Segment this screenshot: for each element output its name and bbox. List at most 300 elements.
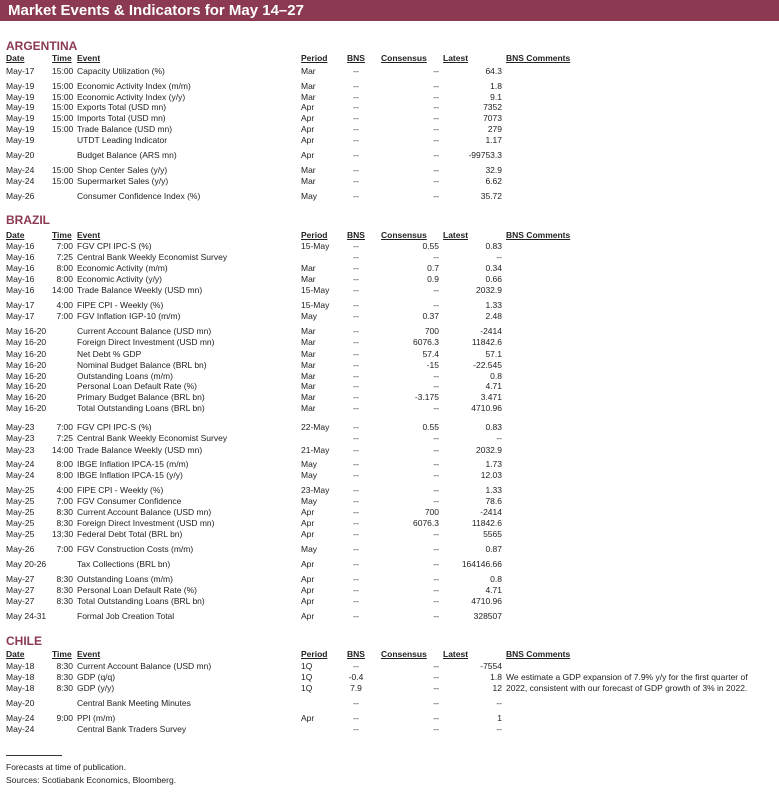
- cell-period: Mar: [301, 92, 316, 102]
- cell-time: 8:00: [56, 470, 73, 480]
- cell-date: May 16-20: [6, 381, 47, 391]
- header-period: Period: [301, 649, 328, 659]
- cell-latest: 0.83: [485, 422, 502, 432]
- table-row: [0, 433, 779, 444]
- cell-period: Apr: [301, 518, 315, 528]
- cell-period: Mar: [301, 371, 316, 381]
- cell-latest: --: [496, 698, 502, 708]
- cell-cons: --: [433, 485, 439, 495]
- cell-latest: 12.03: [480, 470, 502, 480]
- cell-date: May-24: [6, 459, 35, 469]
- cell-bns: --: [353, 165, 359, 175]
- cell-bns: --: [353, 263, 359, 273]
- cell-event: Current Account Balance (USD mn): [77, 661, 212, 671]
- cell-bns: --: [353, 150, 359, 160]
- cell-period: 15-May: [301, 285, 330, 295]
- cell-event: Formal Job Creation Total: [77, 611, 175, 621]
- header-comments: BNS Comments: [506, 649, 571, 659]
- cell-event: FGV Consumer Confidence: [77, 496, 182, 506]
- cell-time: 15:00: [52, 176, 74, 186]
- cell-time: 8:30: [56, 683, 73, 693]
- cell-cons: --: [433, 459, 439, 469]
- cell-event: Outstanding Loans (m/m): [77, 574, 173, 584]
- cell-time: 7:25: [56, 252, 73, 262]
- table-row: [0, 165, 779, 176]
- cell-date: May-27: [6, 574, 35, 584]
- cell-latest: 35.72: [480, 191, 502, 201]
- cell-date: May-24: [6, 165, 35, 175]
- cell-date: May-19: [6, 113, 35, 123]
- table-row: [0, 518, 779, 529]
- cell-event: Current Account Balance (USD mn): [77, 507, 212, 517]
- cell-cons: --: [433, 285, 439, 295]
- cell-latest: 4710.96: [471, 596, 502, 606]
- cell-cons: --: [433, 81, 439, 91]
- cell-event: FIPE CPI - Weekly (%): [77, 485, 164, 495]
- cell-latest: 6.62: [485, 176, 502, 186]
- table-row: [0, 698, 779, 709]
- cell-cons: --: [433, 559, 439, 569]
- cell-date: May 16-20: [6, 349, 47, 359]
- table-row: [0, 596, 779, 607]
- cell-date: May-25: [6, 507, 35, 517]
- table-row: [0, 360, 779, 371]
- cell-period: Apr: [301, 713, 315, 723]
- cell-event: Net Debt % GDP: [77, 349, 142, 359]
- cell-period: May: [301, 470, 318, 480]
- cell-bns: --: [353, 102, 359, 112]
- cell-event: Current Account Balance (USD mn): [77, 326, 212, 336]
- header-date: Date: [6, 230, 25, 240]
- header-event: Event: [77, 53, 101, 63]
- cell-bns: --: [353, 574, 359, 584]
- cell-bns: --: [353, 113, 359, 123]
- cell-time: 8:30: [56, 596, 73, 606]
- cell-cons: --: [433, 191, 439, 201]
- cell-cons: 700: [424, 326, 439, 336]
- cell-cons: 57.4: [422, 349, 439, 359]
- cell-event: Trade Balance (USD mn): [77, 124, 173, 134]
- table-row: [0, 496, 779, 507]
- cell-cons: --: [433, 124, 439, 134]
- cell-cons: --: [433, 470, 439, 480]
- cell-date: May-24: [6, 724, 35, 734]
- cell-period: Apr: [301, 102, 315, 112]
- section-title: BRAZIL: [6, 213, 50, 227]
- cell-cons: -3.175: [414, 392, 439, 402]
- cell-bns: --: [353, 326, 359, 336]
- table-row: [0, 300, 779, 311]
- cell-bns: --: [353, 92, 359, 102]
- header-latest: Latest: [443, 53, 469, 63]
- cell-bns: --: [353, 371, 359, 381]
- cell-period: 1Q: [301, 672, 313, 682]
- cell-date: May-19: [6, 102, 35, 112]
- table-row: [0, 459, 779, 470]
- cell-event: FGV CPI IPC-S (%): [77, 241, 152, 251]
- cell-time: 8:00: [56, 274, 73, 284]
- cell-bns: --: [353, 713, 359, 723]
- cell-cons: --: [433, 661, 439, 671]
- cell-date: May-16: [6, 274, 35, 284]
- cell-event: FIPE CPI - Weekly (%): [77, 300, 164, 310]
- cell-bns: --: [353, 496, 359, 506]
- cell-bns: --: [353, 433, 359, 443]
- cell-bns: -0.4: [348, 672, 364, 682]
- cell-bns: --: [353, 596, 359, 606]
- cell-period: Mar: [301, 349, 316, 359]
- cell-time: 7:25: [56, 433, 73, 443]
- cell-cons: --: [433, 403, 439, 413]
- cell-bns: --: [353, 518, 359, 528]
- table-row: [0, 311, 779, 322]
- cell-period: Mar: [301, 165, 316, 175]
- cell-cons: --: [433, 529, 439, 539]
- cell-latest: 78.6: [485, 496, 502, 506]
- cell-cons: --: [433, 672, 439, 682]
- cell-latest: 1: [497, 713, 502, 723]
- cell-bns: --: [353, 392, 359, 402]
- cell-latest: 1.33: [485, 300, 502, 310]
- cell-bns: --: [353, 274, 359, 284]
- cell-latest: 0.83: [485, 241, 502, 251]
- cell-period: Apr: [301, 113, 315, 123]
- cell-bns: --: [353, 470, 359, 480]
- cell-period: 1Q: [301, 683, 313, 693]
- header-time: Time: [52, 230, 72, 240]
- cell-period: May: [301, 544, 318, 554]
- cell-cons: --: [433, 724, 439, 734]
- cell-event: Budget Balance (ARS mn): [77, 150, 177, 160]
- cell-date: May-27: [6, 585, 35, 595]
- cell-period: May: [301, 496, 318, 506]
- cell-comment: 2022, consistent with our forecast of GDP growth of 3% in 2022.: [506, 683, 748, 693]
- cell-latest: 3.471: [480, 392, 502, 402]
- table-row: [0, 422, 779, 433]
- header-time: Time: [52, 649, 72, 659]
- cell-event: FGV Construction Costs (m/m): [77, 544, 194, 554]
- cell-latest: 4.71: [485, 381, 502, 391]
- cell-latest: 7352: [483, 102, 502, 112]
- cell-event: Exports Total (USD mn): [77, 102, 167, 112]
- cell-cons: 6076.3: [413, 518, 439, 528]
- table-row: [0, 150, 779, 161]
- cell-period: Mar: [301, 381, 316, 391]
- cell-bns: --: [353, 585, 359, 595]
- cell-latest: 1.8: [490, 672, 502, 682]
- page-title: Market Events & Indicators for May 14–27: [0, 0, 779, 21]
- header-time: Time: [52, 53, 72, 63]
- cell-date: May-17: [6, 311, 35, 321]
- cell-date: May-17: [6, 66, 35, 76]
- cell-latest: 164146.66: [461, 559, 502, 569]
- cell-time: 8:00: [56, 263, 73, 273]
- cell-date: May-27: [6, 596, 35, 606]
- cell-time: 13:30: [52, 529, 74, 539]
- cell-cons: --: [433, 176, 439, 186]
- cell-time: 8:30: [56, 661, 73, 671]
- cell-time: 9:00: [56, 713, 73, 723]
- cell-period: Apr: [301, 507, 315, 517]
- table-row: [0, 252, 779, 263]
- cell-bns: --: [353, 337, 359, 347]
- cell-time: 15:00: [52, 92, 74, 102]
- table-row: [0, 285, 779, 296]
- header-latest: Latest: [443, 649, 469, 659]
- cell-date: May-16: [6, 241, 35, 251]
- cell-latest: 1.8: [490, 81, 502, 91]
- cell-period: Apr: [301, 574, 315, 584]
- cell-latest: -99753.3: [468, 150, 502, 160]
- cell-latest: 2032.9: [476, 285, 502, 295]
- table-row: [0, 485, 779, 496]
- cell-latest: 279: [487, 124, 502, 134]
- table-row: [0, 574, 779, 585]
- cell-time: 4:00: [56, 300, 73, 310]
- cell-period: 15-May: [301, 241, 330, 251]
- cell-latest: 7073: [483, 113, 502, 123]
- cell-cons: 0.55: [422, 241, 439, 251]
- cell-period: 15-May: [301, 300, 330, 310]
- table-row: [0, 559, 779, 570]
- table-row: [0, 191, 779, 202]
- cell-period: 23-May: [301, 485, 330, 495]
- cell-date: May-24: [6, 713, 35, 723]
- cell-latest: -2414: [480, 507, 502, 517]
- cell-date: May 20-26: [6, 559, 47, 569]
- table-row: [0, 445, 779, 456]
- cell-event: Federal Debt Total (BRL bn): [77, 529, 183, 539]
- footnote-sources: Sources: Scotiabank Economics, Bloomberg.: [6, 775, 177, 785]
- cell-latest: 32.9: [485, 165, 502, 175]
- table-row: [0, 113, 779, 124]
- cell-cons: --: [433, 544, 439, 554]
- table-row: [0, 724, 779, 735]
- cell-cons: --: [433, 611, 439, 621]
- cell-cons: 0.37: [422, 311, 439, 321]
- cell-date: May 16-20: [6, 337, 47, 347]
- cell-event: FGV CPI IPC-S (%): [77, 422, 152, 432]
- cell-date: May-18: [6, 683, 35, 693]
- cell-bns: --: [353, 485, 359, 495]
- header-comments: BNS Comments: [506, 53, 571, 63]
- cell-time: 8:30: [56, 672, 73, 682]
- cell-cons: --: [433, 445, 439, 455]
- header-consensus: Consensus: [381, 649, 427, 659]
- cell-time: 14:00: [52, 285, 74, 295]
- cell-event: Shop Center Sales (y/y): [77, 165, 168, 175]
- cell-latest: 2032.9: [476, 445, 502, 455]
- table-row: [0, 274, 779, 285]
- cell-bns: --: [353, 66, 359, 76]
- cell-latest: --: [496, 724, 502, 734]
- cell-date: May-16: [6, 263, 35, 273]
- cell-event: Economic Activity (y/y): [77, 274, 163, 284]
- cell-event: Outstanding Loans (m/m): [77, 371, 173, 381]
- cell-date: May 16-20: [6, 403, 47, 413]
- cell-cons: --: [433, 585, 439, 595]
- cell-date: May-23: [6, 433, 35, 443]
- cell-latest: --: [496, 252, 502, 262]
- cell-date: May-18: [6, 661, 35, 671]
- cell-latest: 9.1: [490, 92, 502, 102]
- cell-period: Apr: [301, 585, 315, 595]
- cell-latest: -7554: [480, 661, 502, 671]
- cell-date: May 24-31: [6, 611, 47, 621]
- table-row: [0, 713, 779, 724]
- header-bns: BNS: [347, 53, 365, 63]
- table-header: [0, 53, 779, 64]
- cell-time: 7:00: [56, 311, 73, 321]
- table-row: [0, 544, 779, 555]
- cell-period: Mar: [301, 176, 316, 186]
- cell-latest: 12: [492, 683, 502, 693]
- header-consensus: Consensus: [381, 53, 427, 63]
- cell-event: Foreign Direct Investment (USD mn): [77, 518, 215, 528]
- cell-event: Central Bank Weekly Economist Survey: [77, 252, 228, 262]
- header-bns: BNS: [347, 230, 365, 240]
- table-row: [0, 263, 779, 274]
- cell-period: 1Q: [301, 661, 313, 671]
- cell-cons: --: [433, 135, 439, 145]
- cell-latest: 57.1: [485, 349, 502, 359]
- cell-latest: 0.66: [485, 274, 502, 284]
- cell-event: Tax Collections (BRL bn): [77, 559, 171, 569]
- cell-latest: 0.34: [485, 263, 502, 273]
- cell-latest: --: [496, 433, 502, 443]
- header-latest: Latest: [443, 230, 469, 240]
- cell-period: Mar: [301, 66, 316, 76]
- cell-period: Mar: [301, 392, 316, 402]
- cell-period: Mar: [301, 274, 316, 284]
- cell-period: Mar: [301, 326, 316, 336]
- table-row: [0, 241, 779, 252]
- cell-event: Foreign Direct Investment (USD mn): [77, 337, 215, 347]
- cell-event: Consumer Confidence Index (%): [77, 191, 201, 201]
- header-bns: BNS: [347, 649, 365, 659]
- cell-latest: 1.17: [485, 135, 502, 145]
- cell-latest: 0.8: [490, 574, 502, 584]
- cell-bns: --: [353, 241, 359, 251]
- cell-event: Imports Total (USD mn): [77, 113, 166, 123]
- table-row: [0, 392, 779, 403]
- cell-bns: --: [353, 459, 359, 469]
- cell-bns: --: [353, 252, 359, 262]
- cell-event: Primary Budget Balance (BRL bn): [77, 392, 205, 402]
- cell-period: May: [301, 311, 318, 321]
- cell-bns: --: [353, 349, 359, 359]
- cell-cons: --: [433, 713, 439, 723]
- table-row: [0, 381, 779, 392]
- cell-bns: --: [353, 724, 359, 734]
- table-row: [0, 585, 779, 596]
- cell-period: Apr: [301, 135, 315, 145]
- cell-bns: --: [353, 381, 359, 391]
- cell-period: Apr: [301, 559, 315, 569]
- cell-date: May-19: [6, 135, 35, 145]
- table-row: [0, 337, 779, 348]
- cell-time: 4:00: [56, 485, 73, 495]
- cell-date: May 16-20: [6, 371, 47, 381]
- cell-cons: --: [433, 300, 439, 310]
- cell-date: May-24: [6, 470, 35, 480]
- footnote-divider: [6, 755, 62, 756]
- table-row: [0, 403, 779, 414]
- cell-bns: --: [353, 81, 359, 91]
- cell-latest: 328507: [473, 611, 502, 621]
- cell-cons: --: [433, 371, 439, 381]
- cell-latest: 1.33: [485, 485, 502, 495]
- cell-cons: --: [433, 252, 439, 262]
- cell-cons: --: [433, 698, 439, 708]
- cell-event: GDP (q/q): [77, 672, 116, 682]
- cell-date: May 16-20: [6, 360, 47, 370]
- table-row: [0, 81, 779, 92]
- cell-latest: 11842.6: [471, 518, 502, 528]
- cell-cons: --: [433, 596, 439, 606]
- cell-bns: --: [353, 124, 359, 134]
- cell-cons: 0.7: [427, 263, 439, 273]
- table-header: [0, 230, 779, 241]
- cell-event: Central Bank Traders Survey: [77, 724, 187, 734]
- table-row: [0, 683, 779, 694]
- cell-event: Central Bank Weekly Economist Survey: [77, 433, 228, 443]
- cell-period: May: [301, 459, 318, 469]
- cell-bns: --: [353, 191, 359, 201]
- cell-time: 8:00: [56, 459, 73, 469]
- cell-time: 15:00: [52, 124, 74, 134]
- cell-event: Total Outstanding Loans (BRL bn): [77, 596, 205, 606]
- cell-bns: --: [353, 445, 359, 455]
- cell-bns: --: [353, 360, 359, 370]
- cell-bns: --: [353, 285, 359, 295]
- table-row: [0, 611, 779, 622]
- cell-cons: --: [433, 102, 439, 112]
- cell-time: 14:00: [52, 445, 74, 455]
- header-comments: BNS Comments: [506, 230, 571, 240]
- cell-bns: --: [353, 698, 359, 708]
- cell-latest: 4710.96: [471, 403, 502, 413]
- header-consensus: Consensus: [381, 230, 427, 240]
- cell-period: May: [301, 191, 318, 201]
- header-period: Period: [301, 230, 328, 240]
- cell-event: Personal Loan Default Rate (%): [77, 585, 198, 595]
- cell-date: May-23: [6, 445, 35, 455]
- cell-cons: --: [433, 683, 439, 693]
- cell-date: May-18: [6, 672, 35, 682]
- table-row: [0, 326, 779, 337]
- cell-latest: -2414: [480, 326, 502, 336]
- cell-event: Economic Activity Index (y/y): [77, 92, 186, 102]
- cell-date: May-16: [6, 285, 35, 295]
- cell-bns: --: [353, 661, 359, 671]
- cell-latest: 2.48: [485, 311, 502, 321]
- table-row: [0, 176, 779, 187]
- cell-time: 8:30: [56, 574, 73, 584]
- cell-date: May-19: [6, 92, 35, 102]
- cell-date: May-19: [6, 124, 35, 134]
- cell-date: May-19: [6, 81, 35, 91]
- table-row: [0, 672, 779, 683]
- cell-cons: --: [433, 574, 439, 584]
- cell-time: 15:00: [52, 165, 74, 175]
- cell-time: 7:00: [56, 241, 73, 251]
- cell-event: UTDT Leading Indicator: [77, 135, 168, 145]
- cell-cons: --: [433, 381, 439, 391]
- cell-cons: 0.55: [422, 422, 439, 432]
- cell-cons: --: [433, 92, 439, 102]
- cell-bns: --: [353, 611, 359, 621]
